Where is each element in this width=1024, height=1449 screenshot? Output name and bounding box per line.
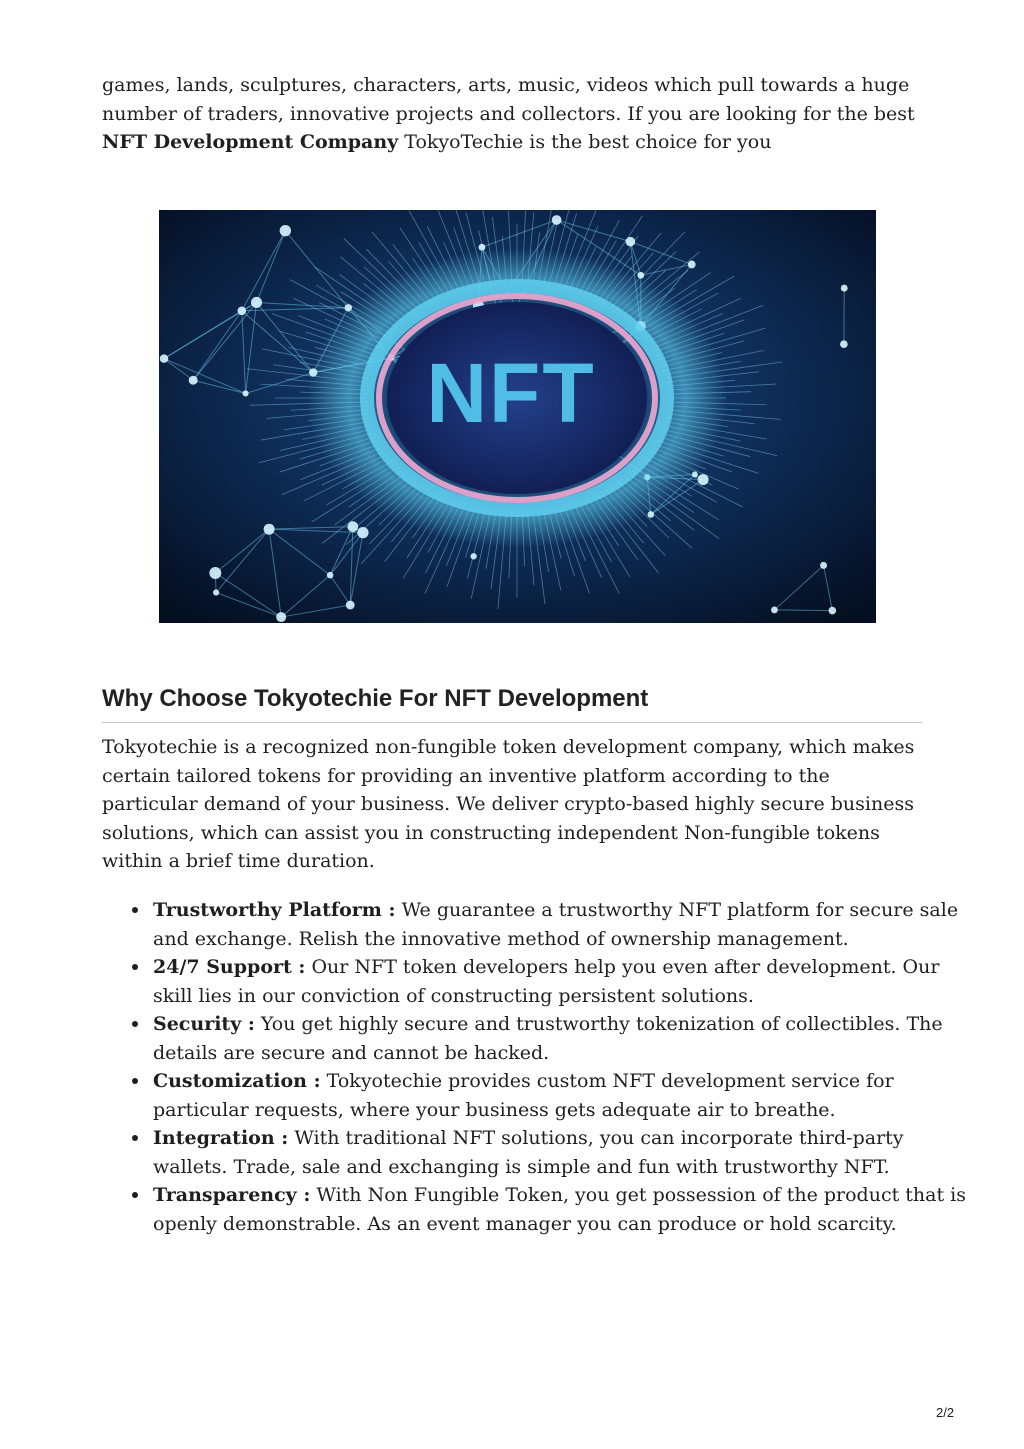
intro-paragraph (102, 71, 922, 157)
bullet-icon (132, 964, 138, 970)
bullet-icon (132, 1192, 138, 1198)
hero-network-node (552, 215, 562, 225)
hero-network-node (470, 553, 476, 559)
section-paragraph: Tokyotechie is a recognized non-fungible token development company, which makes certain tailored tokens for providing an inventive platform according to the particular demand of your business. We deliver crypto-based highly secure business solutions, which can assist you in constructing independent Non-fungible tokens within a brief time duration. (102, 736, 915, 872)
bullet-icon (132, 1021, 138, 1027)
hero-network-node (276, 612, 286, 622)
hero-network-node (357, 527, 368, 538)
hero-network-node (698, 474, 709, 485)
feature-title: Trustworthy Platform : (153, 899, 396, 921)
bullet-icon (132, 907, 138, 913)
hero-nft-label: NFT (426, 346, 596, 440)
hero-network-node (264, 524, 275, 535)
intro-text-start: games, lands, sculptures, characters, arts, music, videos which pull towards a huge number of traders, innovative projects and collectors. If you are looking for the best (102, 74, 915, 125)
feature-text: Tokyotechie provides custom NFT development service for particular requests, where your business gets adequate air to breathe. (153, 1070, 894, 1121)
list-item (153, 1181, 973, 1238)
bullet-icon (132, 1135, 138, 1141)
hero-network-node (209, 567, 221, 579)
hero-network-node (771, 607, 778, 614)
hero-network-node (237, 306, 246, 315)
hero-network-node (189, 376, 198, 385)
hero-network-node (213, 589, 219, 595)
nft-hero-image (159, 210, 876, 623)
feature-title: Integration : (153, 1127, 289, 1149)
list-item (153, 1124, 973, 1181)
feature-title: Transparency : (153, 1184, 311, 1206)
hero-network-node (243, 390, 249, 396)
list-item (153, 896, 973, 953)
hero-network-node (841, 285, 848, 292)
list-item (153, 1067, 973, 1124)
list-item (153, 1010, 973, 1067)
feature-text: You get highly secure and trustworthy tokenization of collectibles. The details are secure and cannot be hacked. (153, 1013, 943, 1064)
feature-text: We guarantee a trustworthy NFT platform for secure sale and exchange. Relish the innovative method of ownership management. (153, 899, 959, 950)
intro-text-end: TokyoTechie is the best choice for you (398, 131, 772, 153)
feature-title: Security : (153, 1013, 255, 1035)
intro-bold-phrase: NFT Development Company (102, 131, 399, 153)
hero-network-node (280, 225, 291, 236)
hero-network-node (327, 572, 333, 578)
features-list (102, 896, 973, 1238)
hero-network-node (160, 354, 168, 362)
hero-network-node (251, 297, 262, 308)
hero-network-node (688, 261, 696, 269)
hero-network-node (346, 601, 355, 610)
hero-network-link (774, 610, 832, 611)
hero-network-node (478, 244, 485, 251)
section-heading: Why Choose Tokyotechie For NFT Development (102, 683, 922, 723)
feature-text: Our NFT token developers help you even after development. Our skill lies in our conviction of constructing persistent solutions. (153, 956, 940, 1007)
bullet-icon (132, 1078, 138, 1084)
hero-network-node (840, 340, 848, 348)
feature-text: With traditional NFT solutions, you can incorporate third-party wallets. Trade, sale and exchanging is simple and fun with trustworthy NFT. (153, 1127, 904, 1178)
hero-network-node (829, 607, 837, 615)
feature-text: With Non Fungible Token, you get possession of the product that is openly demonstrable. As an event manager you can produce or hold scarcity. (153, 1184, 966, 1235)
feature-title: 24/7 Support : (153, 956, 306, 978)
hero-network-node (347, 521, 358, 532)
hero-network-node (820, 562, 827, 569)
page-number: 2/2 (936, 1405, 955, 1420)
feature-title: Customization : (153, 1070, 321, 1092)
list-item (153, 953, 973, 1010)
hero-network-node (626, 237, 636, 247)
